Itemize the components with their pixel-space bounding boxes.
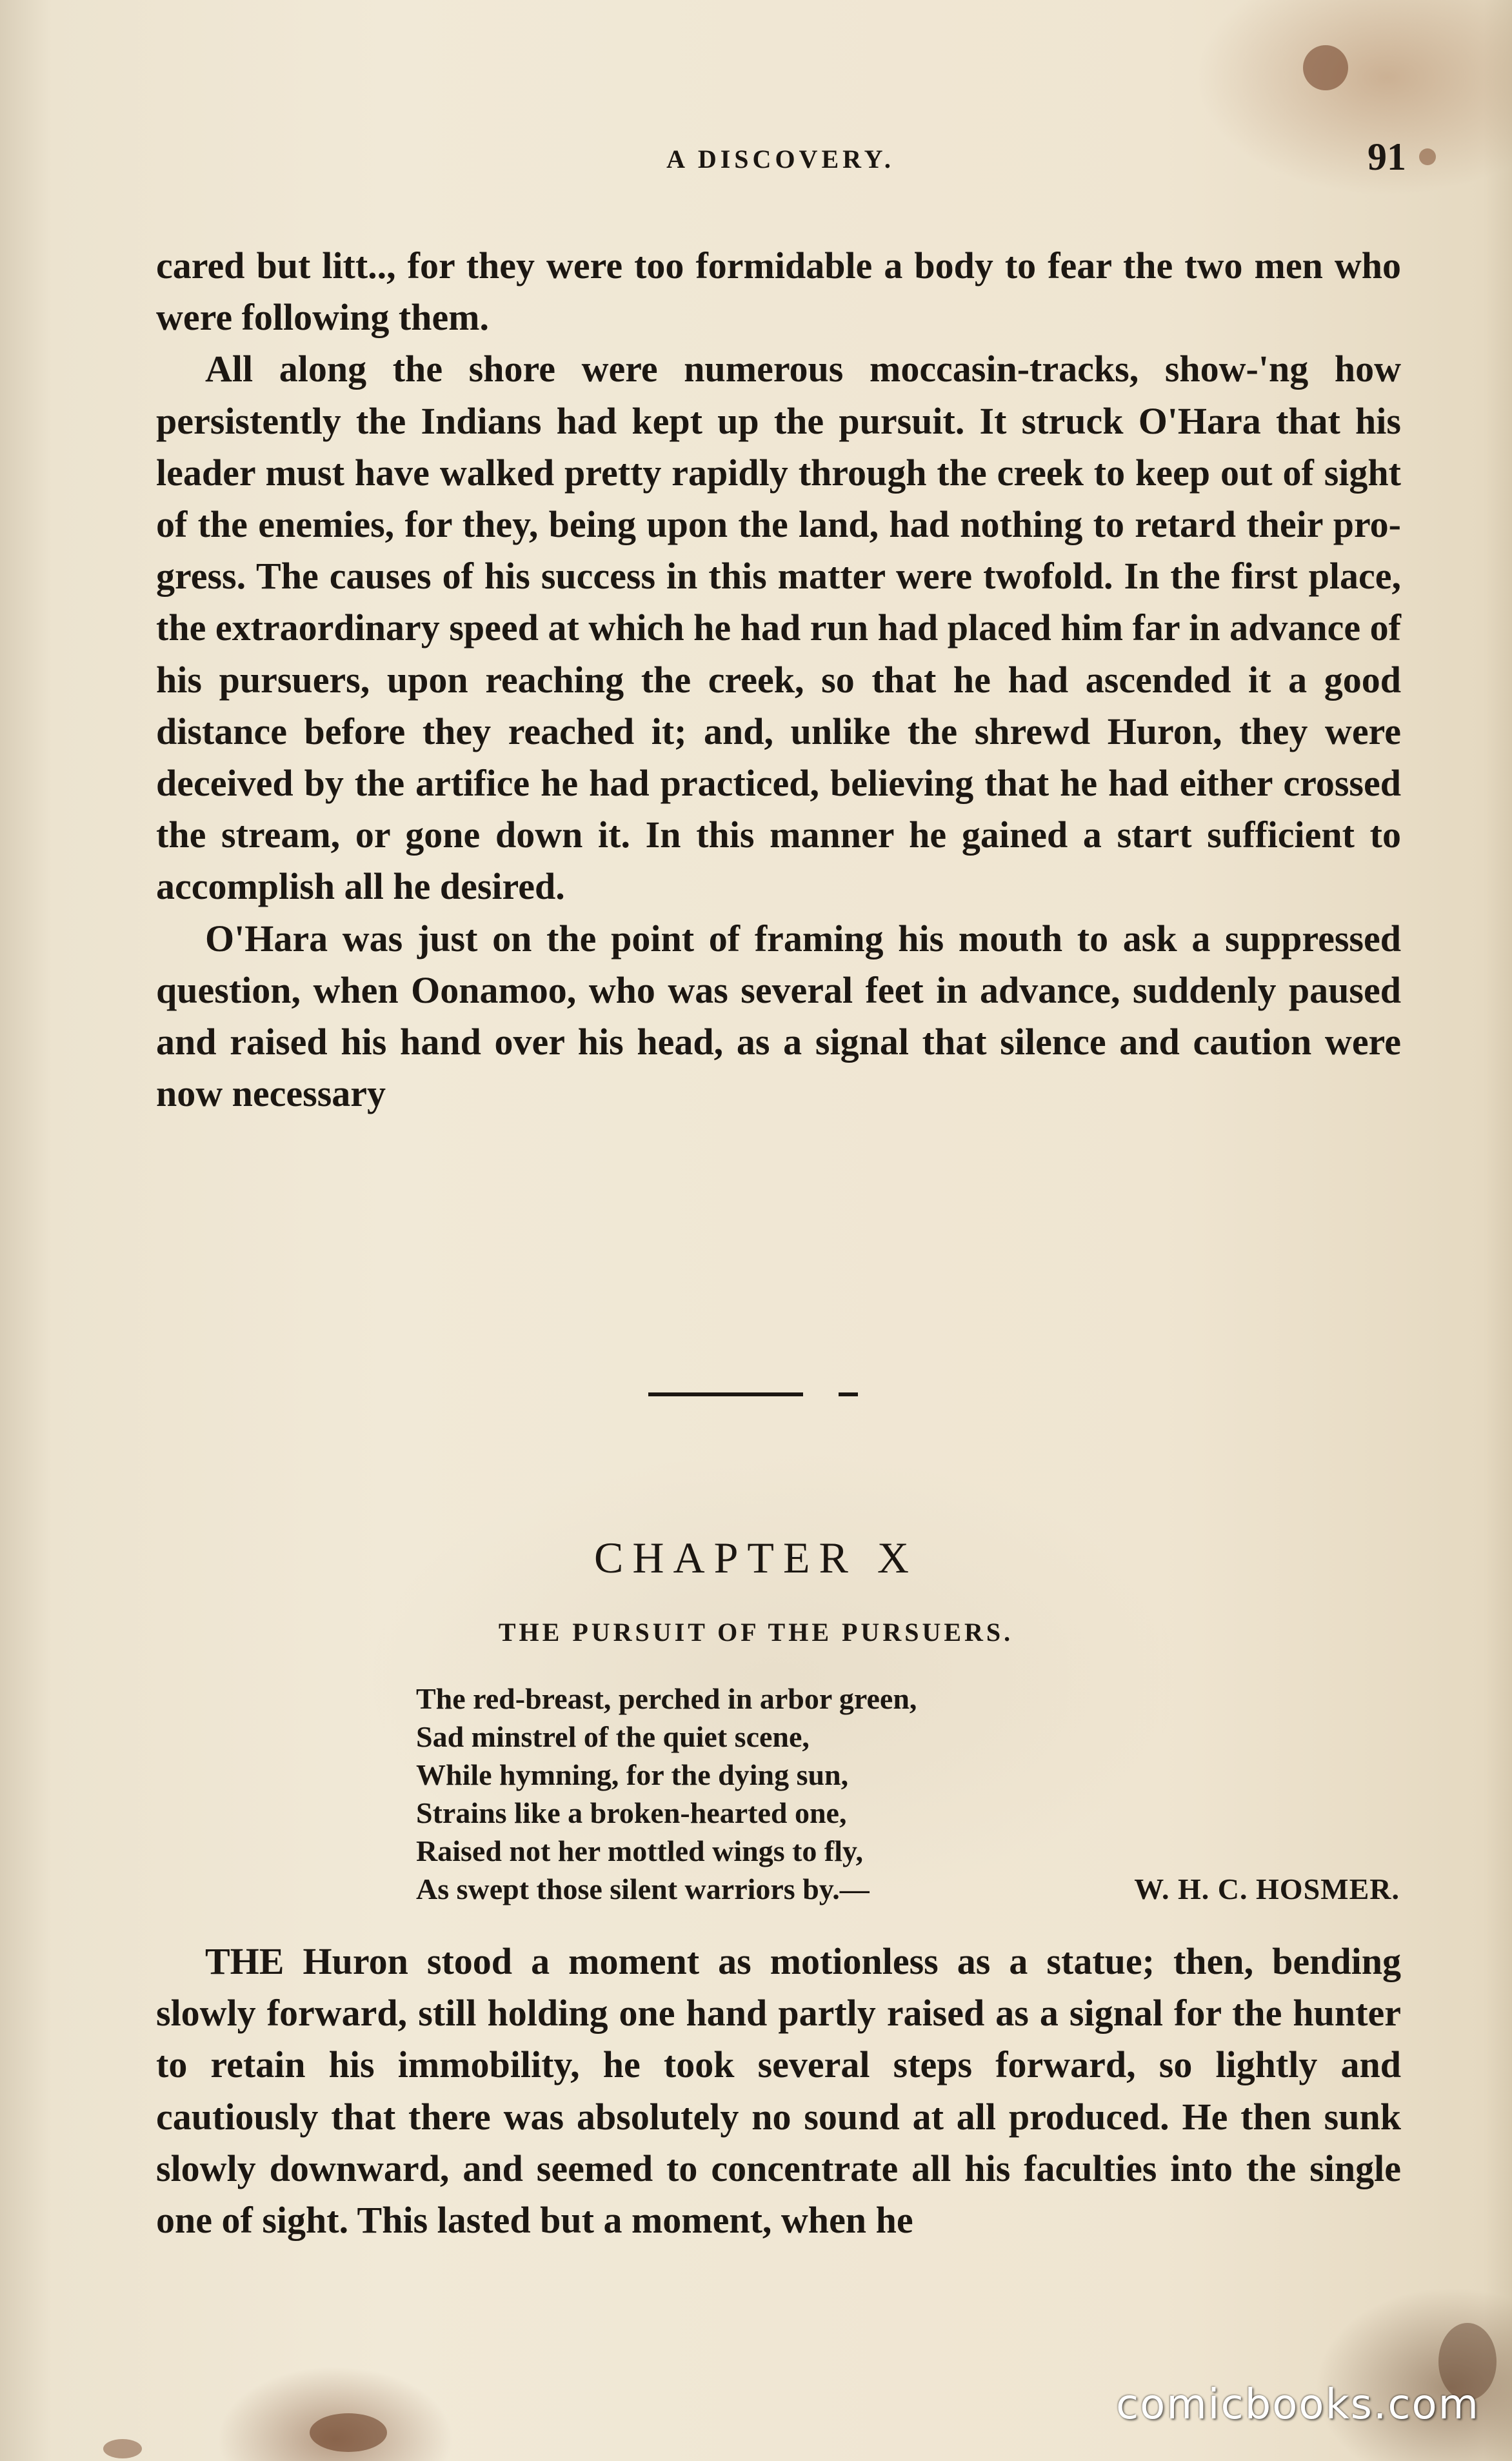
epigraph-line: The red-breast, perched in arbor green, (416, 1682, 917, 1715)
epigraph (416, 1680, 1400, 1908)
ink-stain (1303, 45, 1348, 90)
running-header (155, 132, 1406, 184)
body-text-bottom (156, 1936, 1401, 2246)
section-divider-tick (839, 1392, 858, 1396)
paragraph: cared but litt.., for they were too formidable a body to fear the two men who were following them. (156, 245, 1401, 339)
paragraph: THE Huron stood a moment as motionless as a statue; then, bending slowly forward, still holding one hand partly raised as a signal for the hunter to retain his immobility, he took several steps forward, so lightly and cautiously that there was absolutely no sound at all produced. He then sunk slowly downward, and seemed to concentrate all his faculties into the single one of sight. This lasted but a moment, when he (156, 1940, 1401, 2242)
epigraph-line: Strains like a broken-hearted one, (416, 1796, 847, 1829)
watermark: comicbooks.com (1115, 2381, 1480, 2429)
epigraph-line: Raised not her mottled wings to fly, (416, 1834, 863, 1867)
page-number: 91 (1368, 136, 1406, 178)
epigraph-line: As swept those silent warriors by.— (416, 1873, 870, 1905)
paragraph: O'Hara was just on the point of framing his mouth to ask a suppressed question, when Oonamoo, who was several feet in advance, suddenly paused and raised his hand over his head, as a signal that silence and caution were now necessary (156, 917, 1401, 1115)
ink-stain (1419, 148, 1436, 165)
epigraph-line: While hymning, for the dying sun, (416, 1758, 849, 1791)
section-divider (648, 1392, 803, 1396)
ink-stain (103, 2439, 142, 2458)
epigraph-last-row (416, 1870, 1400, 1908)
body-text-top (156, 240, 1401, 1120)
running-title: A DISCOVERY. (666, 145, 895, 174)
chapter-title: CHAPTER X (594, 1533, 918, 1582)
epigraph-attribution: W. H. C. HOSMER. (1134, 1873, 1400, 1905)
chapter-subtitle: THE PURSUIT OF THE PURSUERS. (498, 1618, 1014, 1647)
paragraph: All along the shore were numerous moccasin-tracks, show-'ng how persistently the Indians had kept up the pursuit. It struck O'Hara that his leader must have walked pretty rapidly through the creek to keep out of sight of the enemies, for they, being upon the land, had nothing to retard their pro-gress. The causes of his success in this matter were twofold. In the first place, the extraordinary speed at which he had run had placed him far in advance of his pursuers, upon reaching the creek, so that he had ascended it a good distance before they reached it; and, unlike the shrewd Huron, they were deceived by the artifice he had practiced, believing that he had either crossed the stream, or gone down it. In this manner he gained a start sufficient to accomplish all he desired. (156, 348, 1401, 908)
ink-stain (310, 2413, 387, 2452)
epigraph-line: Sad minstrel of the quiet scene, (416, 1720, 810, 1753)
